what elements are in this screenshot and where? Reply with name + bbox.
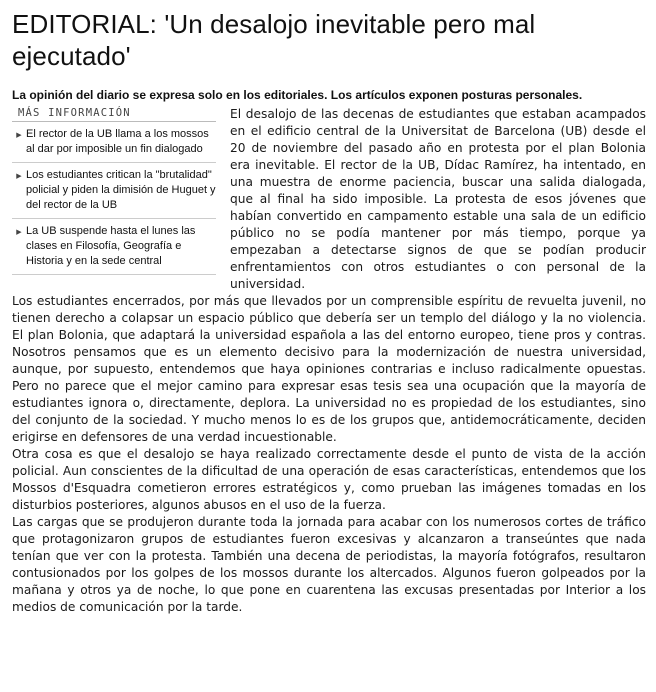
related-links-list xyxy=(12,122,216,275)
related-link-ub-suspende-clases[interactable]: La UB suspende hasta el lunes las clases en Filosofía, Geografía e Historia y en la sede central xyxy=(26,225,196,267)
paragraph: El desalojo de las decenas de estudiantes que estaban acampados en el edificio central de la Universitat de Barcelona (UB) desde el 20 de noviembre del pasado año en protesta por el plan Bolonia era inevitable. El rector de la UB, Dídac Ramírez, ha intentado, en una muestra de enorme paciencia, buscar una salida dialogada, que al final ha sido imposible. La protesta de esos jóvenes que habían convertido en campamento estable una sala de un edificio público no se podía mantener por más tiempo, porque ya empezaban a detectarse signos de que se podían producir enfrentamientos con otros estudiantes o con personal de la universidad. xyxy=(230,107,646,291)
paragraph: Las cargas que se produjeron durante toda la jornada para acabar con los numerosos cortes de tráfico que protagonizaron grupos de estudiantes fueron excesivas y alcanzaron a transeúntes que nada tenían que ver con la protesta. También una decena de periodistas, la mayoría fotógrafos, resultaron contusionados por los golpes de los mossos durante los altercados. Algunos fueron golpeados por la mañana y otros ya de noche, lo que pone en cuarentena las excusas presentadas por Interior a los medios de comunicación por la tarde. xyxy=(12,515,646,614)
related-link-item xyxy=(12,219,216,275)
paragraph: Los estudiantes encerrados, por más que llevados por un comprensible espíritu de revuelta juvenil, no tienen derecho a colapsar un espacio público que debería ser un templo del diálogo y la no violencia. El plan Bolonia, que adaptará la universidad española a las del entorno europeo, tiene pros y contras. Nosotros pensamos que es un elemento decisivo para la modernización de nuestra universidad, aunque, por supuesto, entendemos que haya opiniones contrarias e incluso radicalmente opuestas. Pero no parece que el mejor camino para expresar esas tesis sea una ocupación que la mayoría de estudiantes ignora o, directamente, deplora. La universidad no es propiedad de los estudiantes, sino del conjunto de la sociedad. Y mucho menos lo es de los grupos que, antidemocráticamente, deciden erigirse en defensores de una verdad incuestionable. xyxy=(12,294,646,444)
arrow-bullet-icon: ▶ xyxy=(16,228,22,236)
sidebar-title: MÁS INFORMACIÓN xyxy=(12,106,216,122)
editorial-page xyxy=(12,8,646,616)
related-link-estudiantes-brutalidad[interactable]: Los estudiantes critican la "brutalidad" policial y piden la dimisión de Huguet y del rector de la UB xyxy=(26,169,216,211)
opinion-disclaimer: La opinión del diario se expresa solo en los editoriales. Los artículos exponen posturas personales. xyxy=(12,88,583,102)
related-link-rector-mossos[interactable]: El rector de la UB llama a los mossos al dar por imposible un fin dialogado xyxy=(26,128,209,155)
related-link-item xyxy=(12,163,216,219)
more-info-sidebar xyxy=(12,106,216,279)
arrow-bullet-icon: ▶ xyxy=(16,131,22,139)
article-body xyxy=(12,106,646,616)
arrow-bullet-icon: ▶ xyxy=(16,172,22,180)
headline: EDITORIAL: 'Un desalojo inevitable pero mal ejecutado' xyxy=(12,9,536,71)
related-link-item xyxy=(12,122,216,163)
paragraph: Otra cosa es que el desalojo se haya realizado correctamente desde el punto de vista de la acción policial. Aun conscientes de la dificultad de una operación de esas características, entendemos que los Mossos d'Esquadra cometieron errores estratégicos y, como prueban las imágenes tomadas en los disturbios posteriores, algunos abusos en el uso de la fuerza. xyxy=(12,447,646,512)
